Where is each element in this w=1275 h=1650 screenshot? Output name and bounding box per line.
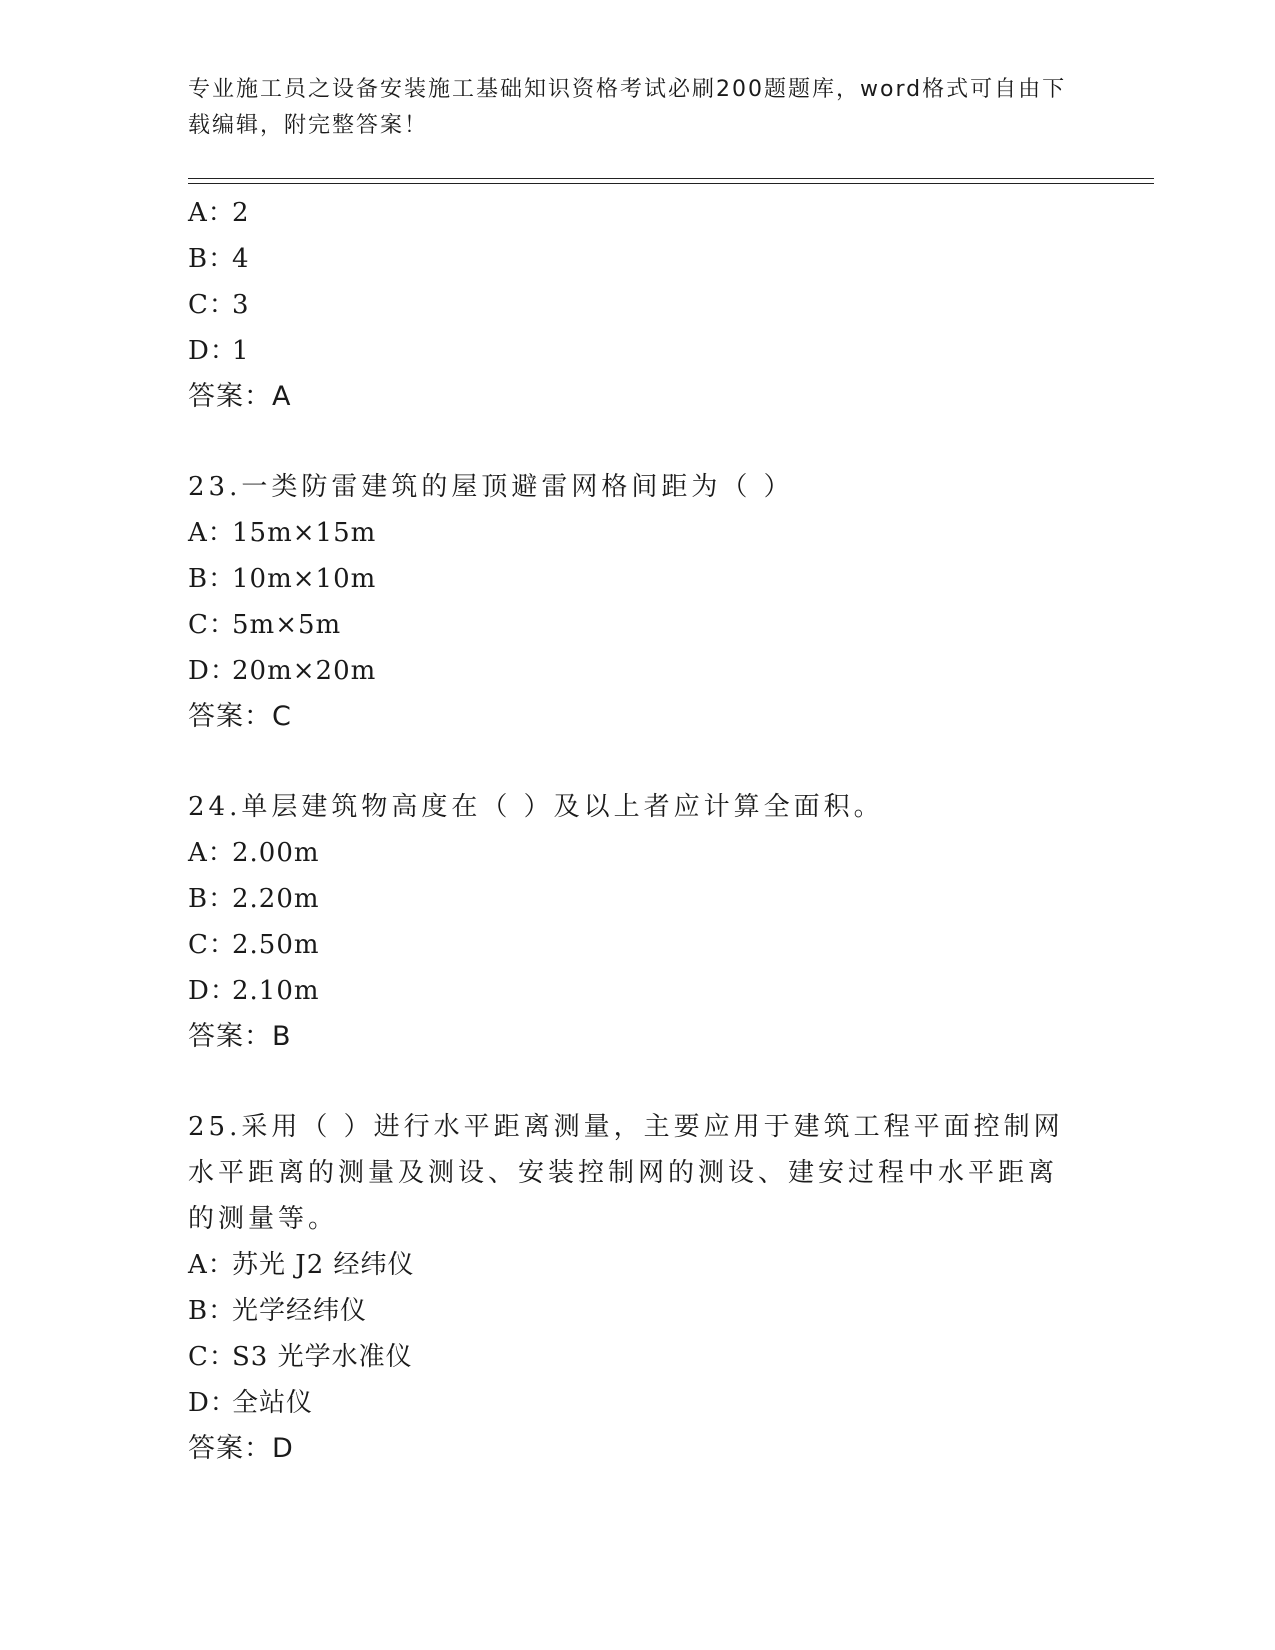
option-c: C：3: [188, 290, 250, 320]
question-block-24: [188, 784, 1088, 1060]
header-divider-top: [188, 178, 1154, 179]
spacer: [188, 420, 1088, 464]
option-c: C：5m×5m: [188, 610, 342, 640]
option-d: D：2.10m: [188, 976, 320, 1006]
option-b: B：2.20m: [188, 884, 320, 914]
answer-line: 答案：D: [188, 1433, 294, 1464]
answer-line: 答案：B: [188, 1021, 292, 1052]
answer-line: 答案：A: [188, 381, 292, 412]
option-d: D：20m×20m: [188, 656, 377, 686]
answer-line: 答案：C: [188, 701, 292, 732]
option-a: A：苏光 J2 经纬仪: [188, 1250, 415, 1280]
option-a: A：2: [188, 198, 250, 228]
option-a: A：15m×15m: [188, 518, 377, 548]
option-d: D：1: [188, 336, 250, 366]
spacer: [188, 740, 1088, 784]
option-c: C：2.50m: [188, 930, 320, 960]
option-a: A：2.00m: [188, 838, 320, 868]
question-text: 25.采用（ ）进行水平距离测量，主要应用于建筑工程平面控制网水平距离的测量及测设、安装控制网的测设、建安过程中水平距离的测量等。: [188, 1112, 1064, 1234]
option-b: B：10m×10m: [188, 564, 377, 594]
question-block-23: [188, 464, 1088, 740]
option-b: B：光学经纬仪: [188, 1296, 368, 1326]
option-b: B：4: [188, 244, 250, 274]
question-text: 24.单层建筑物高度在（ ）及以上者应计算全面积。: [188, 792, 884, 822]
document-header: 专业施工员之设备安装施工基础知识资格考试必刷200题题库，word格式可自由下载编辑，附完整答案！: [188, 77, 1067, 138]
question-block-25: [188, 1104, 1088, 1472]
question-block-prev: [188, 190, 1088, 420]
question-list: [188, 190, 1088, 1472]
option-d: D：全站仪: [188, 1388, 314, 1418]
spacer: [188, 1060, 1088, 1104]
question-text: 23.一类防雷建筑的屋顶避雷网格间距为（ ）: [188, 472, 794, 502]
header-divider-bottom: [188, 183, 1154, 184]
option-c: C：S3 光学水准仪: [188, 1342, 413, 1372]
